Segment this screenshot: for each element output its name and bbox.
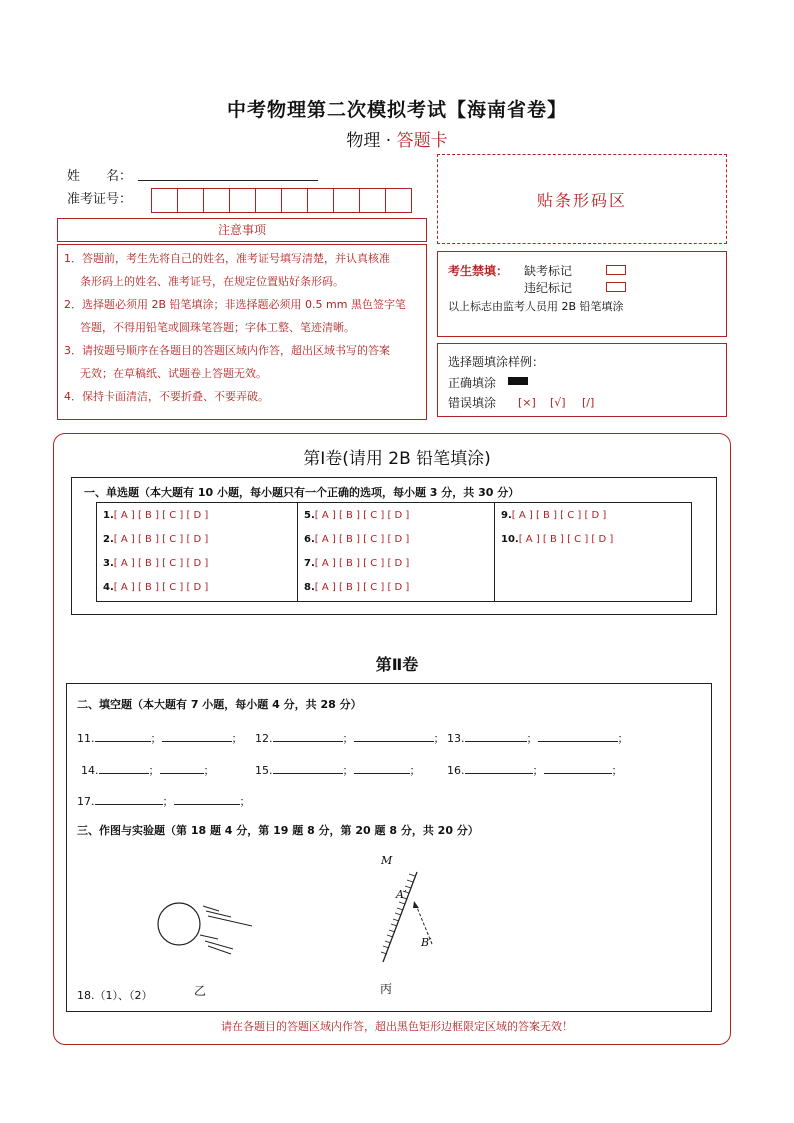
page-title: 中考物理第二次模拟考试【海南省卷】 (226, 99, 567, 121)
id-box[interactable] (177, 188, 204, 213)
notice-item-3b: 无效；在草稿纸、试题卷上答题无效。 (80, 367, 267, 380)
wrong-mark-check: [√] (550, 396, 566, 409)
answer-blank[interactable] (354, 763, 410, 774)
figure-yi-ball (153, 894, 259, 964)
answer-blank[interactable] (538, 731, 618, 742)
name-field[interactable] (138, 179, 318, 181)
answer-blank[interactable] (273, 763, 343, 774)
notice-item-2a: 2．选择题必须用 2B 铅笔填涂；非选择题必须用 0.5 mm 黑色签字笔 (64, 298, 406, 311)
ball-circle (158, 903, 200, 945)
experiment-title: 三、作图与实验题（第 18 题 4 分，第 19 题 8 分，第 20 题 8 分，共 20 分） (77, 824, 479, 837)
violation-mark-label: 违纪标记 (524, 281, 573, 295)
absent-mark-box[interactable] (606, 265, 626, 275)
choice-question-6[interactable]: 6.[ A ] [ B ] [ C ] [ D ] (304, 534, 410, 545)
choice-grid (96, 502, 692, 602)
subtitle-main: 物理 · (346, 131, 397, 151)
sample-heading: 选择题填涂样例： (448, 355, 545, 369)
id-box[interactable] (203, 188, 230, 213)
subtitle-answer-card: 答题卡 (396, 131, 448, 151)
motion-line (205, 941, 233, 949)
id-box[interactable] (333, 188, 360, 213)
examinee-forbidden-box (437, 251, 727, 337)
question-18-label: 18.（1）、（2） (77, 989, 153, 1002)
fill-question-12: 12. ； ； (255, 732, 445, 745)
choice-question-2[interactable]: 2.[ A ] [ B ] [ C ] [ D ] (103, 534, 209, 545)
id-box[interactable] (229, 188, 256, 213)
fill-sample-box (437, 343, 727, 417)
motion-line (208, 916, 252, 926)
answer-blank[interactable] (544, 763, 612, 774)
notice-item-2b: 答题，不得用铅笔或圆珠笔答题；字体工整、笔迹清晰。 (80, 321, 355, 334)
page-subtitle (0, 126, 794, 151)
choice-question-3[interactable]: 3.[ A ] [ B ] [ C ] [ D ] (103, 558, 209, 569)
motion-line (200, 935, 218, 939)
answer-blank[interactable] (162, 731, 232, 742)
answer-blank[interactable] (99, 763, 149, 774)
part2-section (66, 683, 712, 1012)
choice-question-1[interactable]: 1.[ A ] [ B ] [ C ] [ D ] (103, 510, 209, 521)
answer-blank[interactable] (160, 763, 204, 774)
answer-blank[interactable] (174, 794, 240, 805)
notice-item-1b: 条形码上的姓名、准考证号，在规定位置贴好条形码。 (80, 275, 344, 288)
choice-question-9[interactable]: 9.[ A ] [ B ] [ C ] [ D ] (501, 510, 607, 521)
wrong-mark-slash: [/] (582, 396, 595, 409)
choice-question-5[interactable]: 5.[ A ] [ B ] [ C ] [ D ] (304, 510, 410, 521)
id-label: 准考证号： (67, 192, 133, 207)
correct-fill-mark (508, 377, 528, 385)
violation-mark-box[interactable] (606, 282, 626, 292)
fill-question-15: 15. ； ； (255, 764, 421, 777)
label-M: M (381, 854, 393, 867)
arrow-head (413, 901, 419, 908)
choice-question-7[interactable]: 7.[ A ] [ B ] [ C ] [ D ] (304, 558, 410, 569)
fill-question-16: 16. ； ； (447, 764, 623, 777)
correct-fill-label: 正确填涂 (448, 376, 497, 390)
label-A-prime: A′ (396, 888, 407, 901)
answer-blank[interactable] (95, 731, 151, 742)
id-box[interactable] (255, 188, 282, 213)
fill-question-17: 17. ； ； (77, 795, 251, 808)
id-box[interactable] (385, 188, 412, 213)
barcode-area: 贴条形码区 (437, 154, 727, 244)
absent-mark-label: 缺考标记 (524, 264, 573, 278)
answer-blank[interactable] (465, 731, 527, 742)
choice-column-3 (494, 503, 691, 601)
notice-heading: 注意事项 (57, 218, 427, 242)
id-box[interactable] (281, 188, 308, 213)
mirror-surface (383, 872, 417, 962)
wrong-mark-cross: [×] (518, 396, 536, 409)
fill-question-11: 11. ； ； (77, 732, 243, 745)
id-box[interactable] (359, 188, 386, 213)
fill-blank-title: 二、填空题（本大题有 7 小题，每小题 4 分，共 28 分） (77, 698, 362, 711)
notice-item-3a: 3．请按题号顺序在各题目的答题区域内作答，超出区域书写的答案 (64, 344, 390, 357)
figure-bing-mirror (343, 862, 453, 972)
id-number-boxes[interactable] (151, 188, 411, 213)
name-label: 姓 名： (67, 169, 133, 184)
footer-warning: 请在各题目的答题区域内作答，超出黑色矩形边框限定区域的答案无效！ (221, 1020, 573, 1033)
mirror-hatching (381, 874, 415, 954)
figure-bing-label: 丙 (380, 982, 393, 996)
choice-question-8[interactable]: 8.[ A ] [ B ] [ C ] [ D ] (304, 582, 410, 593)
answer-blank[interactable] (354, 731, 434, 742)
motion-line (203, 906, 219, 911)
choice-column-2 (297, 503, 494, 601)
id-box[interactable] (307, 188, 334, 213)
choice-question-4[interactable]: 4.[ A ] [ B ] [ C ] [ D ] (103, 582, 209, 593)
answer-blank[interactable] (273, 731, 343, 742)
choice-question-10[interactable]: 10.[ A ] [ B ] [ C ] [ D ] (501, 534, 614, 545)
single-choice-title: 一、单选题（本大题有 10 小题，每小题只有一个正确的选项，每小题 3 分，共 30 分） (84, 486, 520, 499)
wrong-fill-label: 错误填涂 (448, 396, 497, 410)
id-box[interactable] (151, 188, 178, 213)
answer-blank[interactable] (95, 794, 163, 805)
fill-question-13: 13. ； ； (447, 732, 629, 745)
forbid-note: 以上标志由监考人员用 2B 铅笔填涂 (448, 300, 624, 313)
fill-question-14: 14. ； ； (81, 764, 215, 777)
answer-blank[interactable] (465, 763, 533, 774)
part1-title: 第Ⅰ卷(请用 2B 铅笔填涂) (303, 449, 491, 469)
label-B-prime: B′ (421, 936, 432, 949)
figure-yi-label: 乙 (194, 984, 207, 998)
part2-title: 第Ⅱ卷 (375, 655, 419, 674)
notice-item-1a: 1．答题前，考生先将自己的姓名，准考证号填写清楚，并认真核准 (64, 252, 390, 265)
notice-body (57, 244, 427, 420)
forbid-label: 考生禁填： (448, 264, 509, 278)
notice-item-4: 4．保持卡面清洁，不要折叠、不要弄破。 (64, 390, 269, 403)
choice-column-1 (97, 503, 297, 601)
